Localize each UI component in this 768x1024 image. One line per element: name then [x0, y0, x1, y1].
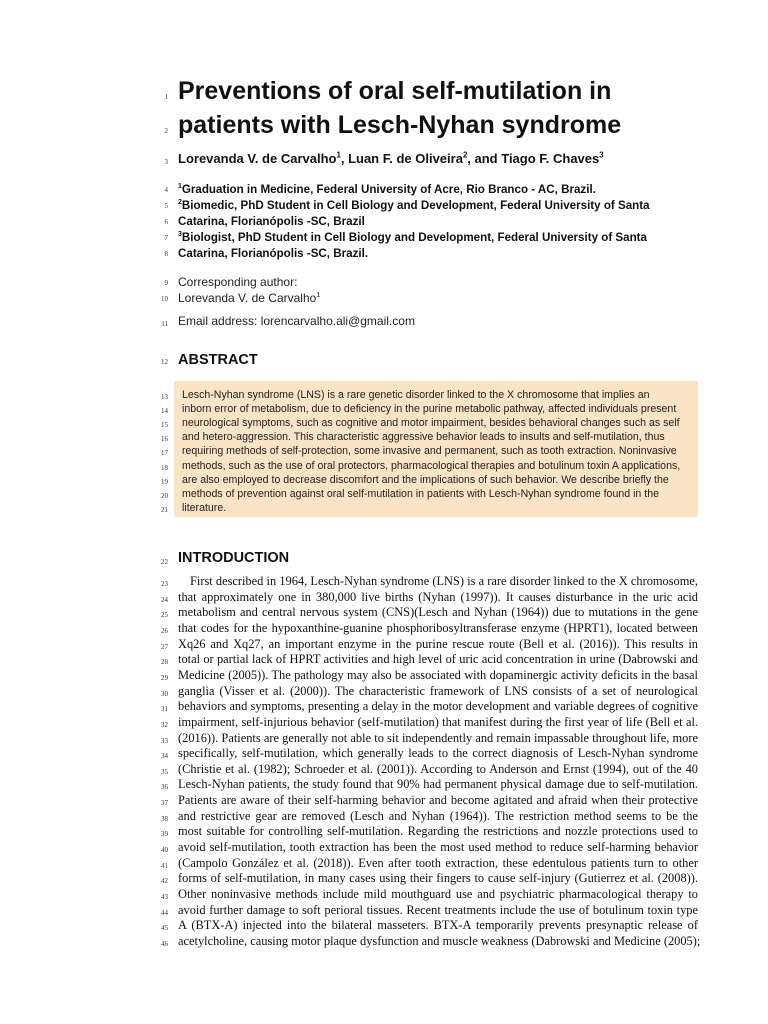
introduction-line: Xq26 and Xq27, an important enzyme in the purine rescue route (Bell et al. (2016)). This results in	[178, 636, 698, 651]
line-number: 6	[164, 218, 168, 226]
author-list	[178, 151, 604, 166]
line-number: 17	[161, 449, 168, 458]
line-number: 36	[161, 783, 168, 792]
abstract-line: and hetero-aggression. This characteristic aggressive behavior leads to insults and self-mutilation, thus	[182, 431, 665, 444]
author-name: Luan F. de Oliveira	[348, 151, 463, 166]
title-line-1: Preventions of oral self-mutilation in	[178, 77, 612, 105]
affiliation-1	[178, 182, 708, 198]
introduction-heading: INTRODUCTION	[178, 550, 290, 566]
line-number: 22	[161, 558, 168, 566]
author-name: Lorevanda V. de Carvalho	[178, 151, 337, 166]
affiliation-3-cont: Catarina, Florianópolis -SC, Brazil.	[178, 247, 369, 260]
line-number: 23	[161, 580, 168, 588]
corresponding-name-mark: 1	[316, 290, 321, 299]
line-number: 26	[161, 626, 168, 635]
author-separator: ,	[340, 151, 349, 166]
introduction-line: metabolism and central nervous system (CNS)(Lesch and Nyhan (1964)) due to mutations in the gene	[178, 605, 698, 620]
affiliation-mark: 2	[178, 199, 182, 207]
introduction-line: avoid self-mutilation, tooth extraction has been the most used method to reduce self-harming behavior	[178, 840, 698, 855]
line-number: 35	[161, 767, 168, 776]
line-number: 32	[161, 720, 168, 729]
line-number: 33	[161, 736, 168, 745]
line-number: 25	[161, 611, 168, 620]
introduction-line: Medicine (2005)). The pathology may also be associated with dopaminergic activity deficits in the basal	[178, 667, 698, 682]
abstract-line: inborn error of metabolism, due to deficiency in the purine metabolic pathway, affected individuals present	[182, 403, 677, 416]
author-affiliation-mark: 2	[462, 150, 468, 160]
introduction-line: impairment, self-injurious behavior (self-mutilation) that manifest during the first year of life (Bell et al.	[178, 714, 698, 729]
line-number: 12	[161, 358, 168, 366]
paper-title	[178, 74, 621, 142]
line-number: 37	[161, 799, 168, 808]
line-number: 10	[161, 295, 168, 303]
affiliation-text: Biomedic, PhD Student in Cell Biology and Development, Federal University of Santa	[181, 199, 650, 212]
line-number: 16	[161, 435, 168, 444]
corresponding-name	[178, 290, 320, 306]
line-number: 19	[161, 477, 168, 486]
introduction-line: Other noninvasive methods include mild mouthguard use and psychiatric pharmacological therapy to	[178, 887, 698, 901]
introduction-line: ganglia (Visser et al. (2000)). The characteristic framework of LNS consists of a set of neurological	[178, 683, 698, 698]
line-number: 31	[161, 705, 168, 714]
introduction-line: total or partial lack of HPRT activities and high level of uric acid concentration in urine (Dabrowski and	[178, 652, 698, 667]
author-affiliation-mark: 3	[599, 150, 604, 160]
line-number: 28	[161, 658, 168, 667]
abstract-heading: ABSTRACT	[178, 352, 258, 368]
affiliation-mark: 3	[178, 231, 182, 239]
introduction-line: Lesch-Nyhan patients, the study found that 90% had permanent physical damage due to self-mutilation.	[178, 777, 698, 792]
introduction-line: (Campolo González et al. (2018)). Even after tooth extraction, these edentulous patients turn to other	[178, 855, 698, 870]
line-number: 18	[161, 463, 168, 472]
corresponding-label: Corresponding author:	[178, 275, 298, 289]
introduction-line: acetylcholine, causing motor plaque dysfunction and muscle weakness (Dabrowski and Medicine (2005);	[178, 933, 701, 948]
line-number: 21	[161, 505, 168, 514]
introduction-line: that approximately one in 380,000 live births (Nyhan (1997)). It causes disturbance in the uric acid	[178, 589, 698, 604]
line-number: 34	[161, 752, 168, 761]
line-number: 8	[164, 250, 168, 258]
affiliation-3	[178, 230, 708, 246]
line-number: 13	[161, 393, 168, 401]
introduction-line: Patients are aware of their self-harming behavior and become agitated and afraid when their protective	[178, 793, 698, 808]
line-number: 14	[161, 407, 168, 416]
line-number: 27	[161, 642, 168, 651]
introduction-line: that codes for the hypoxanthine-guanine phosphoribosyltransferase enzyme (HPRT1), located between	[178, 620, 698, 635]
affiliation-text: Graduation in Medicine, Federal University of Acre, Rio Branco - AC, Brazil.	[181, 183, 596, 196]
introduction-line: and restrictive gear are removed (Lesch and Nyhan (1964)). The restriction method seems to be the	[178, 808, 698, 823]
line-number: 42	[161, 877, 168, 886]
introduction-line: most suitable for controlling self-mutilation. Regarding the restrictions and nozzle protections used to	[178, 824, 698, 839]
affiliation-mark: 1	[178, 183, 182, 191]
line-number: 46	[161, 939, 168, 948]
line-number: 4	[164, 186, 168, 194]
introduction-line: (Christie et al. (1982); Schroeder et al. (2001)). According to Anderson and Ernst (1994), out of the 40	[178, 761, 698, 776]
corresponding-name-text: Lorevanda V. de Carvalho	[178, 291, 317, 305]
line-number: 45	[161, 924, 168, 933]
line-number: 39	[161, 830, 168, 839]
abstract-line: neurological symptoms, such as cognitive and motor impairment, besides behavioral changes such as self	[182, 417, 680, 430]
author-separator: , and	[467, 151, 502, 166]
introduction-line: A (BTX-A) injected into the bilateral masseters. BTX-A temporarily prevents presynaptic release of	[178, 918, 698, 933]
line-number: 5	[164, 202, 168, 210]
line-number: 1	[164, 93, 168, 101]
line-number: 40	[161, 846, 168, 855]
line-number: 20	[161, 491, 168, 500]
affiliation-2-cont: Catarina, Florianópolis -SC, Brazil	[178, 215, 365, 228]
author-affiliation-mark: 1	[336, 150, 341, 160]
title-line-2: patients with Lesch-Nyhan syndrome	[178, 111, 622, 139]
introduction-line: behaviors and symptoms, presenting a delay in the motor development and variable degrees of cognitive	[178, 699, 698, 714]
abstract-line: methods of prevention against oral self-mutilation in patients with Lesch-Nyhan syndrome found in the	[182, 487, 659, 500]
line-number: 30	[161, 689, 168, 698]
abstract-line: methods, such as the use of oral protectors, pharmacological therapies and botulinum toxin A applications,	[182, 459, 681, 472]
line-number: 38	[161, 814, 168, 823]
introduction-line: forms of self-mutilation, in many cases using their fingers to cause self-injury (Gutierrez et al. (2008)).	[178, 871, 698, 886]
line-number: 43	[161, 893, 168, 901]
abstract-line: literature.	[182, 501, 227, 514]
line-number: 41	[161, 861, 168, 870]
abstract-line: are also employed to decrease discomfort and the implications of such behavior. We describe briefly the	[182, 473, 669, 486]
line-number: 29	[161, 673, 168, 682]
line-number: 24	[161, 595, 168, 604]
line-number: 7	[164, 234, 168, 242]
affiliation-text: Biologist, PhD Student in Cell Biology and Development, Federal University of Santa	[181, 231, 647, 244]
line-number: 2	[164, 127, 168, 135]
line-number: 44	[161, 908, 168, 917]
introduction-line: specifically, self-mutilation, which generally leads to the correct diagnosis of Lesch-Nyhan syndrome	[178, 746, 698, 761]
email-address: Email address: lorencarvalho.ali@gmail.com	[178, 314, 415, 328]
abstract-line: Lesch-Nyhan syndrome (LNS) is a rare genetic disorder linked to the X chromosome that implies an	[182, 389, 650, 401]
line-number: 11	[161, 320, 168, 328]
corresponding-author	[178, 274, 320, 306]
line-number: 15	[161, 421, 168, 430]
introduction-line: First described in 1964, Lesch-Nyhan syndrome (LNS) is a rare disorder linked to the X chromosome,	[190, 574, 698, 588]
line-number: 3	[164, 158, 168, 166]
abstract-line: requiring methods of self-protection, some invasive and permanent, such as tooth extraction. Noninvasive	[182, 445, 677, 458]
affiliations	[178, 182, 708, 262]
introduction-line: (2016)). Patients are generally not able to sit independently and remain impassable throughout life, more	[178, 730, 698, 745]
introduction-line: avoid further damage to soft perioral tissues. Recent treatments include the use of botulinum toxin type	[178, 902, 698, 917]
affiliation-2	[178, 198, 708, 214]
line-number: 9	[164, 279, 168, 287]
author-name: Tiago F. Chaves	[501, 151, 600, 166]
